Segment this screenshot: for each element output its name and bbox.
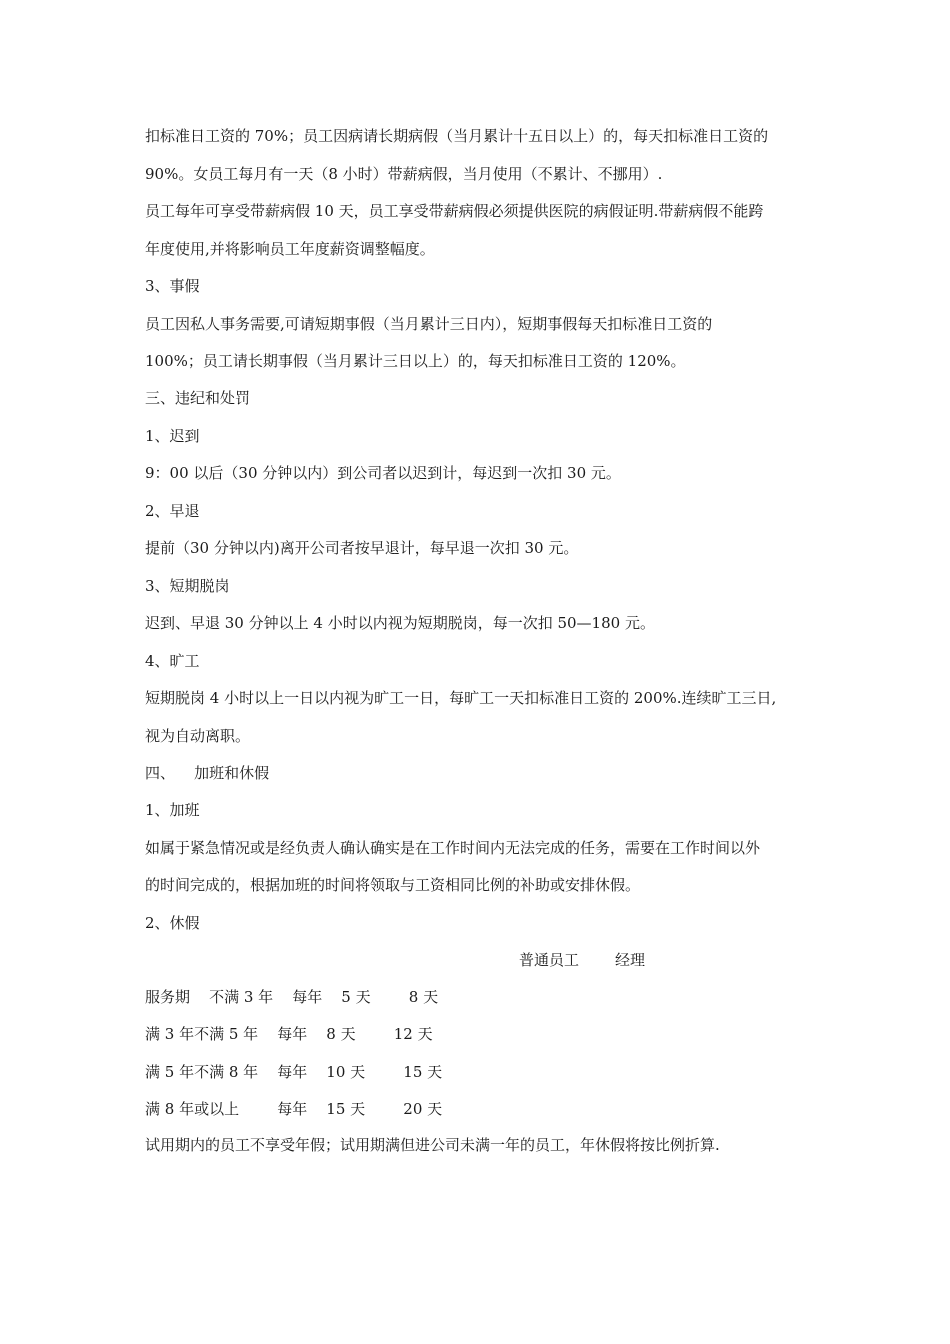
section-heading: 四、 加班和休假 xyxy=(145,764,270,782)
text-line: 短期脱岗 4 小时以上一日以内视为旷工一日，每旷工一天扣标准日工资的 200%.连续旷工三日, xyxy=(145,689,777,707)
footer-note: 试用期内的员工不享受年假；试用期满但进公司未满一年的员工，年休假将按比例折算. xyxy=(145,1136,720,1154)
text-line: 如属于紧急情况或是经负责人确认确实是在工作时间内无法完成的任务，需要在工作时间以外 xyxy=(145,839,761,857)
section-heading: 3、短期脱岗 xyxy=(145,577,230,595)
text-line: 扣标准日工资的 70%；员工因病请长期病假（当月累计十五日以上）的，每天扣标准日工资的 xyxy=(145,127,769,145)
section-heading: 4、旷工 xyxy=(145,652,200,670)
text-line: 的时间完成的，根据加班的时间将领取与工资相同比例的补助或安排休假。 xyxy=(145,876,641,894)
text-line: 年度使用,并将影响员工年度薪资调整幅度。 xyxy=(145,240,435,258)
section-heading: 2、早退 xyxy=(145,502,200,520)
section-heading: 2、休假 xyxy=(145,914,200,932)
text-line: 员工因私人事务需要,可请短期事假（当月累计三日内），短期事假每天扣标准日工资的 xyxy=(145,315,713,333)
text-line: 9：00 以后（30 分钟以内）到公司者以迟到计，每迟到一次扣 30 元。 xyxy=(145,464,621,482)
table-row: 满 5 年不满 8 年 每年 10 天 15 天 xyxy=(145,1063,443,1081)
table-row: 满 8 年或以上 每年 15 天 20 天 xyxy=(145,1100,443,1118)
text-line: 迟到、早退 30 分钟以上 4 小时以内视为短期脱岗，每一次扣 50—180 元。 xyxy=(145,614,655,632)
text-line: 100%；员工请长期事假（当月累计三日以上）的，每天扣标准日工资的 120%。 xyxy=(145,352,686,370)
section-heading: 1、加班 xyxy=(145,801,200,819)
section-heading: 1、迟到 xyxy=(145,427,200,445)
table-row: 服务期 不满 3 年 每年 5 天 8 天 xyxy=(145,988,439,1006)
text-line: 提前（30 分钟以内)离开公司者按早退计，每早退一次扣 30 元。 xyxy=(145,539,579,557)
table-row: 满 3 年不满 5 年 每年 8 天 12 天 xyxy=(145,1025,433,1043)
table-header-regular-staff: 普通员工 xyxy=(519,951,580,969)
table-header-manager: 经理 xyxy=(615,951,646,969)
section-heading: 三、违纪和处罚 xyxy=(145,389,251,407)
section-heading: 3、事假 xyxy=(145,277,200,295)
text-line: 员工每年可享受带薪病假 10 天，员工享受带薪病假必须提供医院的病假证明.带薪病假不能跨 xyxy=(145,202,764,220)
text-line: 视为自动离职。 xyxy=(145,727,251,745)
text-line: 90%。女员工每月有一天（8 小时）带薪病假，当月使用（不累计、不挪用）. xyxy=(145,165,663,183)
